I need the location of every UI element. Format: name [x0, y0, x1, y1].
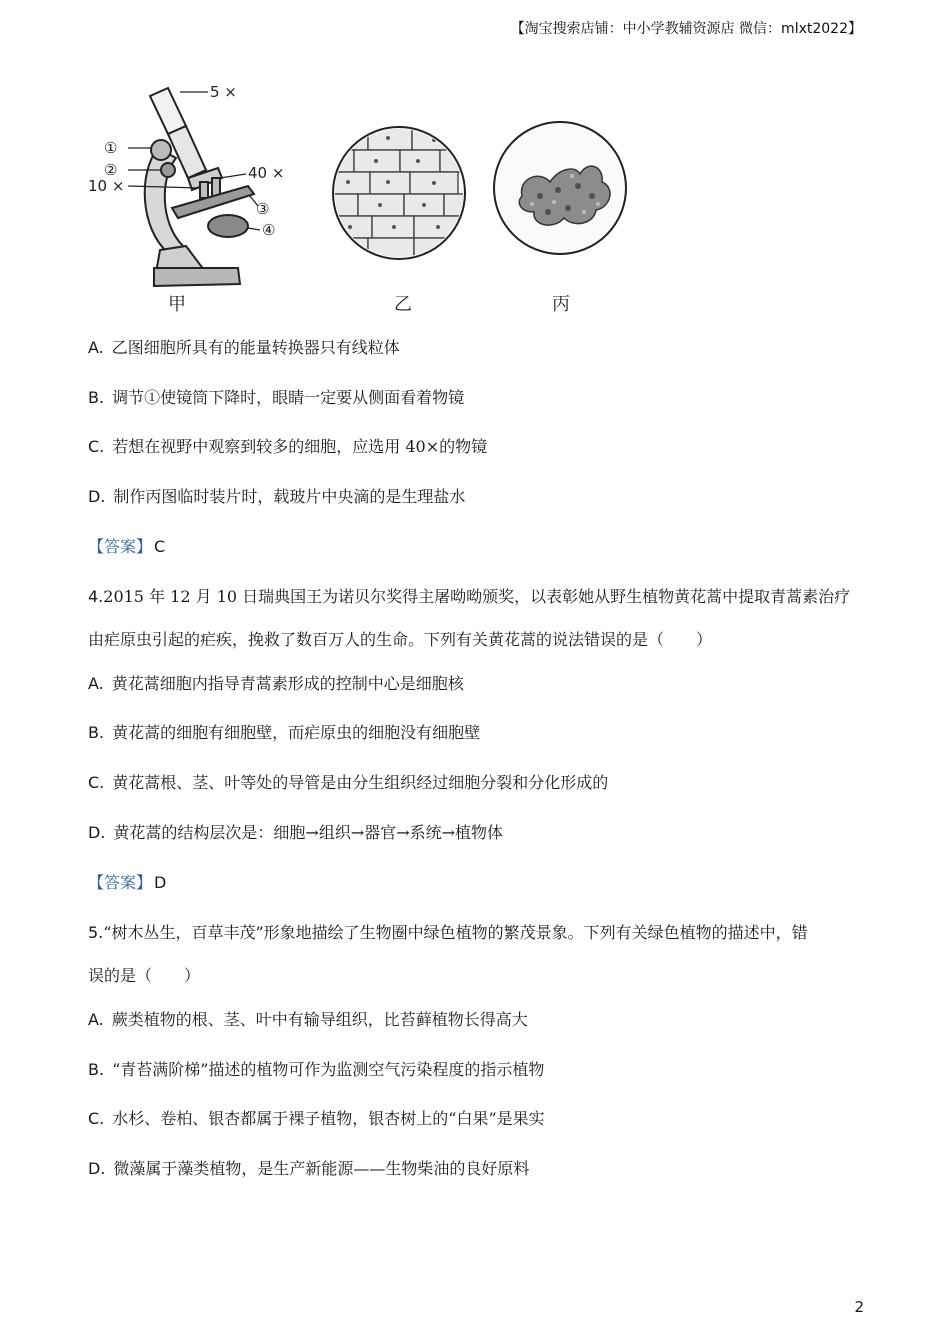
q5-option-c: C. 水杉、卷柏、银杏都属于裸子植物，银杏树上的“白果”是果实: [88, 1109, 545, 1128]
label-part-2: ②: [104, 161, 118, 179]
q4-option-c: C. 黄花蒿根、茎、叶等处的导管是由分生组织经过细胞分裂和分化形成的: [88, 773, 609, 792]
q4-option-b: B. 黄花蒿的细胞有细胞壁，而疟原虫的细胞没有细胞壁: [88, 723, 481, 742]
label-part-1: ①: [104, 139, 118, 157]
label-objective-10x: 10 ×: [88, 177, 125, 195]
q4-option-d: D. 黄花蒿的结构层次是：细胞→组织→器官→系统→植物体: [88, 823, 504, 842]
label-eyepiece-5x: 5 ×: [210, 83, 237, 101]
page-number: 2: [854, 1298, 864, 1316]
q3-answer: 【答案】 C: [88, 537, 166, 556]
q5-option-d: D. 微藻属于藻类植物，是生产新能源——生物柴油的良好原料: [88, 1159, 530, 1178]
label-part-3: ③: [256, 200, 270, 218]
q5-stem-line1: 5.“树木丛生，百草丰茂”形象地描绘了生物圈中绿色植物的繁茂景象。下列有关绿色植物的描述中，错: [88, 923, 808, 942]
q5-option-b: B. “青苔满阶梯”描述的植物可作为监测空气污染程度的指示植物: [88, 1060, 545, 1079]
q5-option-a: A. 蕨类植物的根、茎、叶中有输导组织，比苔藓植物长得高大: [88, 1010, 528, 1029]
label-part-4: ④: [262, 221, 276, 239]
label-objective-40x: 40 ×: [248, 164, 285, 182]
q3-option-d: D. 制作丙图临时装片时，载玻片中央滴的是生理盐水: [88, 487, 466, 506]
q5-stem-line2: 误的是（ ）: [88, 966, 201, 985]
figure-illustration: [88, 78, 648, 323]
microscope-figure: [88, 78, 648, 323]
cheek-cells-drawing: [494, 122, 626, 254]
caption-yi: 乙: [394, 294, 412, 315]
caption-jia: 甲: [168, 294, 186, 315]
q3-option-b: B. 调节①使镜筒下降时，眼睛一定要从侧面看着物镜: [88, 388, 465, 407]
q4-option-a: A. 黄花蒿细胞内指导青蒿素形成的控制中心是细胞核: [88, 674, 464, 693]
onion-cells-drawing: [324, 127, 474, 260]
q3-option-a: A. 乙图细胞所具有的能量转换器只有线粒体: [88, 338, 400, 357]
page-header: 【淘宝搜索店铺：中小学教辅资源店 微信：mlxt2022】: [510, 21, 862, 37]
q4-stem-line1: 4.2015 年 12 月 10 日瑞典国王为诺贝尔奖得主屠呦呦颁奖，以表彰她从野生植物黄花蒿中提取青蒿素治疗: [88, 587, 851, 606]
q4-answer: 【答案】 D: [88, 873, 167, 892]
caption-bing: 丙: [552, 294, 570, 315]
q3-option-c: C. 若想在视野中观察到较多的细胞，应选用 40×的物镜: [88, 437, 488, 456]
q4-stem-line2: 由疟原虫引起的疟疾，挽救了数百万人的生命。下列有关黄花蒿的说法错误的是（ ）: [88, 630, 713, 649]
